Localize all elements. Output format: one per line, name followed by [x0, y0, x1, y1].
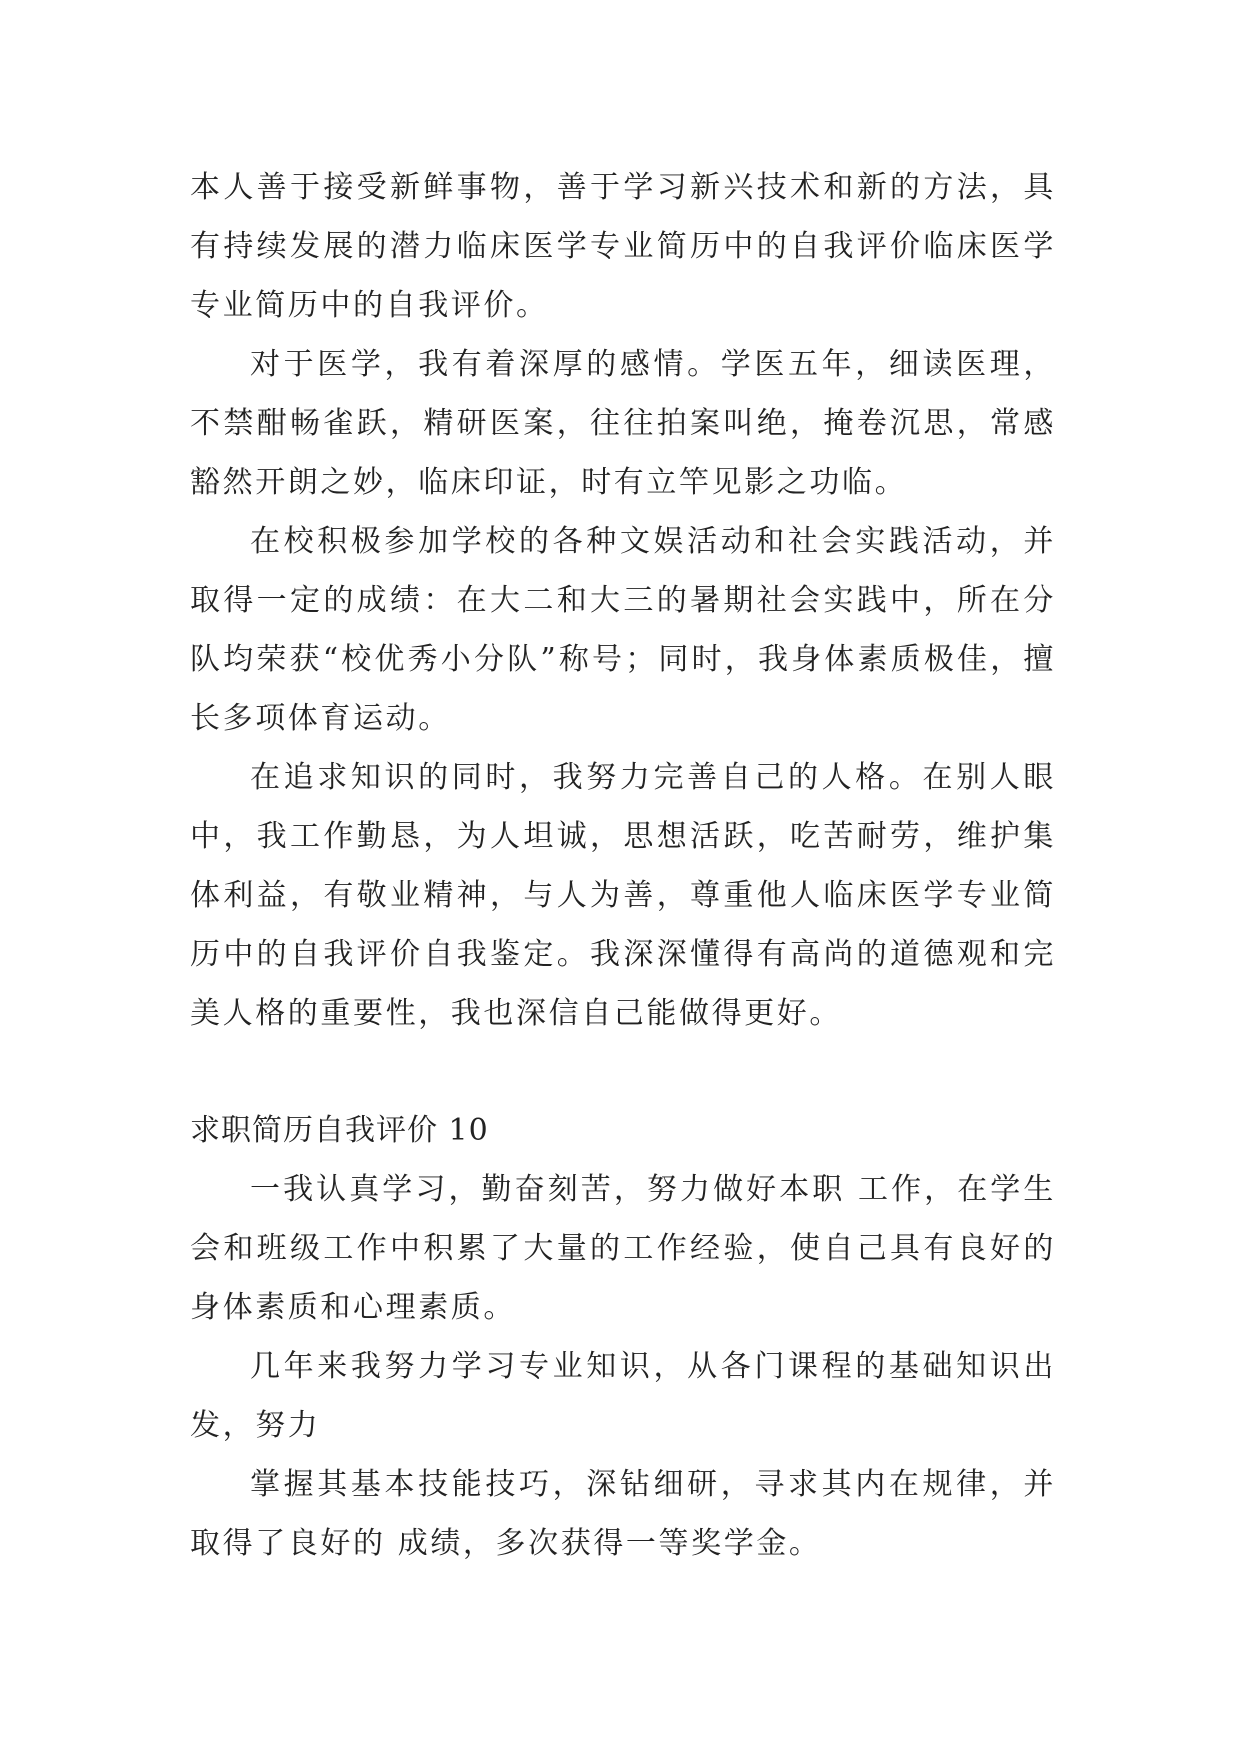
paragraph-personality: 在追求知识的同时，我努力完善自己的人格。在别人眼中，我工作勤恳，为人坦诚，思想活跃，吃苦耐劳，维护集体利益，有敬业精神，与人为善，尊重他人临床医学专业简历中的自我评价自我鉴定。我深深懂得有高尚的道德观和完美人格的重要性，我也深信自己能做得更好。 [190, 760, 1056, 1031]
paragraph-professional-study: 几年来我努力学习专业知识，从各门课程的基础知识出发，努力 [190, 1349, 1056, 1443]
paragraph-skills-scholarship: 掌握其基本技能技巧，深钻细研，寻求其内在规律，并取得了良好的 成绩，多次获得一等奖学金。 [190, 1467, 1056, 1561]
paragraph-work-experience: 一我认真学习，勤奋刻苦，努力做好本职 工作，在学生会和班级工作中积累了大量的工作经验，使自己具有良好的身体素质和心理素质。 [190, 1172, 1056, 1325]
section-heading: 求职简历自我评价 10 [190, 1113, 489, 1148]
paragraph-self-learning: 本人善于接受新鲜事物，善于学习新兴技术和新的方法，具有持续发展的潜力临床医学专业简历中的自我评价临床医学专业简历中的自我评价。 [190, 170, 1056, 323]
paragraph-school-activities: 在校积极参加学校的各种文娱活动和社会实践活动，并取得一定的成绩：在大二和大三的暑期社会实践中，所在分队均荣获“校优秀小分队”称号；同时，我身体素质极佳，擅长多项体育运动。 [190, 524, 1056, 736]
document-body [190, 158, 1056, 1573]
paragraph-medicine-passion: 对于医学，我有着深厚的感情。学医五年，细读医理，不禁酣畅雀跃，精研医案，往往拍案叫绝，掩卷沉思，常感豁然开朗之妙，临床印证，时有立竿见影之功临。 [190, 347, 1056, 500]
